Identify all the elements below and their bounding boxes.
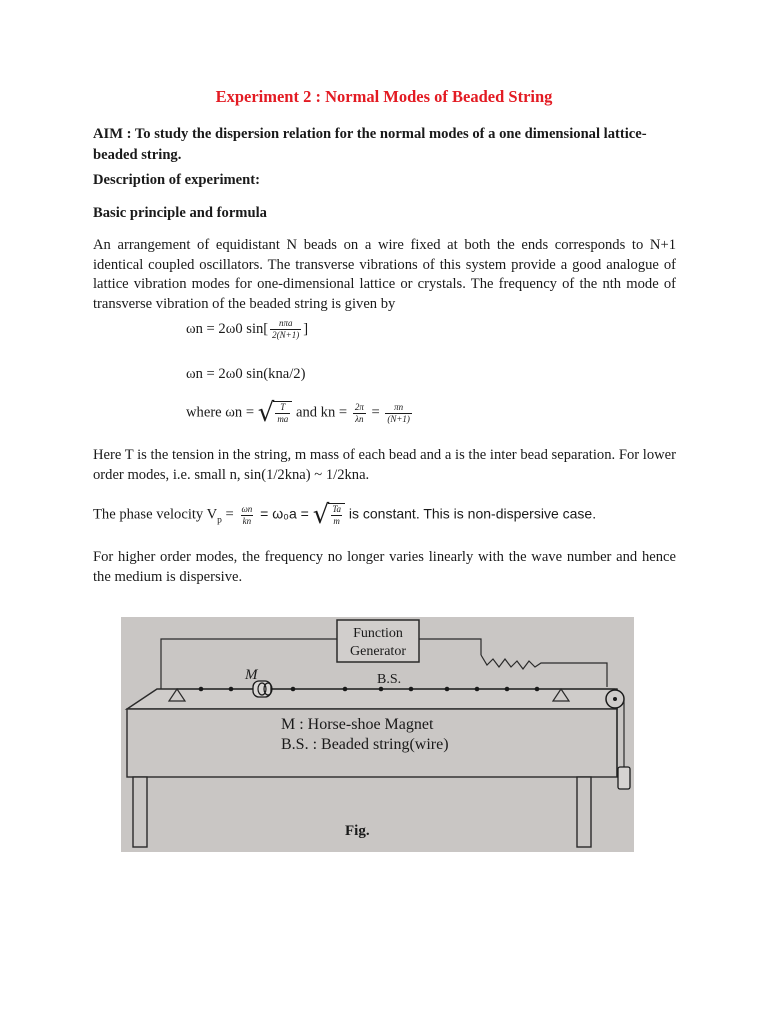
phase-subscript: p <box>217 515 222 526</box>
generator-label-2: Generator <box>350 644 406 659</box>
phase-suffix: is constant. This is non-dispersive case. <box>345 505 597 522</box>
eq1-numerator: nπa <box>278 318 293 328</box>
phase-sqrt-numerator: Ta <box>332 504 341 514</box>
equation-3 <box>186 400 414 426</box>
phase-frac-numerator: ωn <box>241 503 253 514</box>
aim-statement: AIM : To study the dispersion relation for the normal modes of a one dimensional lattice-beaded string. <box>93 126 647 163</box>
magnet-label: M <box>245 667 258 683</box>
apparatus-figure <box>121 617 634 852</box>
eq3-sqrt-numerator: T <box>280 402 286 412</box>
page-title: Experiment 2 : Normal Modes of Beaded String <box>215 87 553 106</box>
phase-fraction <box>239 504 254 527</box>
phase-velocity-line <box>93 502 596 528</box>
phase-mid: = ω₀a = <box>256 505 313 522</box>
beaded-string-label: B.S. <box>377 672 402 687</box>
phase-frac-denominator: kn <box>242 515 252 526</box>
legend-line-1: M : Horse-shoe Magnet <box>281 716 434 733</box>
eq3-prefix: where ωn = <box>186 404 258 421</box>
eq3-frac1-denominator: λn <box>355 413 364 424</box>
table-top <box>127 689 617 709</box>
tension-paragraph: Here T is the tension in the string, m mass of each bead and a is the inter bead separation. For lower order modes, i.e. small n, sin(1/2kna) ~ 1/2kna. <box>93 447 676 483</box>
phase-sqrt: √ $\frac{Ta}{m}$ <box>313 502 345 528</box>
horseshoe-magnet <box>253 681 272 697</box>
equation-1 <box>186 318 308 341</box>
legend-line-2: B.S. : Beaded string(wire) <box>281 736 449 753</box>
eq1-lhs: ωn = 2ω0 sin[ <box>186 320 269 337</box>
eq1-fraction <box>270 318 301 341</box>
figure-caption: Fig. <box>345 823 370 839</box>
eq3-equals: = <box>367 404 384 421</box>
generator-label-1: Function <box>353 626 403 641</box>
eq3-frac2-denominator: (N+1) <box>387 413 410 424</box>
phase-equals: = <box>221 506 238 523</box>
eq3-sqrt-denominator: ma <box>277 414 289 424</box>
eq3-sqrt: √ $\frac{T}{ma}$ <box>258 400 293 426</box>
eq3-fraction-1 <box>353 402 366 425</box>
equation-2: ωn = 2ω0 sin(kna/2) <box>186 366 306 382</box>
eq3-frac2-numerator: πn <box>394 401 404 412</box>
table-leg-left <box>133 777 147 847</box>
eq1-denominator: 2(N+1) <box>272 330 300 340</box>
phase-prefix: The phase velocity V <box>93 506 218 523</box>
hanging-weight <box>618 767 630 789</box>
eq3-fraction-2 <box>385 402 412 425</box>
principle-heading: Basic principle and formula <box>93 205 267 221</box>
eq3-mid: and kn = <box>292 404 351 421</box>
description-heading: Description of experiment: <box>93 172 260 188</box>
intro-paragraph: An arrangement of equidistant N beads on a wire fixed at both the ends corresponds to N+1 identical coupled oscillators. The transverse vibrations of this system provide a good analogue of lattice vibration modes for one-dimensional lattice or crystals. The frequency of the nth mode of transverse vibration of the beaded string is given by <box>93 237 676 312</box>
higher-modes-paragraph: For higher order modes, the frequency no longer varies linearly with the wave number and hence the medium is dispersive. <box>93 549 676 585</box>
phase-sqrt-denominator: m <box>333 516 340 526</box>
eq1-rhs: ] <box>303 320 309 337</box>
eq3-frac1-numerator: 2π <box>354 401 364 412</box>
table-leg-right <box>577 777 591 847</box>
